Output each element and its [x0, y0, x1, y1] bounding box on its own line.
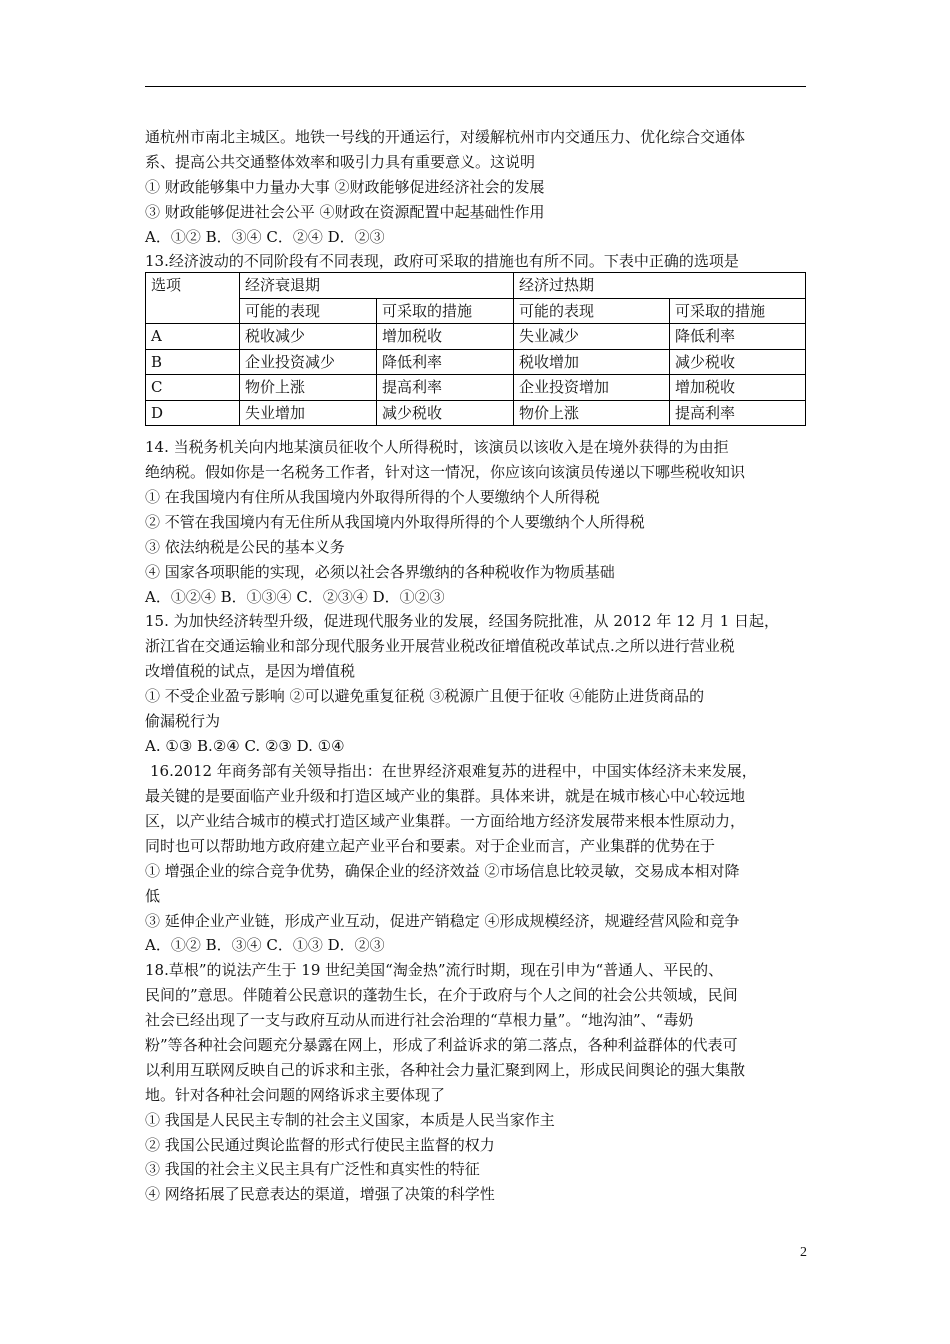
table-cell: 提高利率 — [377, 375, 514, 401]
table-row — [146, 349, 806, 375]
table-cell: 提高利率 — [670, 400, 806, 426]
q12-stem-line-2: 系、提高公共交通整体效率和吸引力具有重要意义。这说明 — [145, 153, 536, 171]
q15-stem-line-1: 15. 为加快经济转型升级，促进现代服务业的发展，经国务院批准，从 2012 年 12 月 1 日起， — [145, 612, 780, 630]
q12-stem-line-1: 通杭州市南北主城区。地铁一号线的开通运行，对缓解杭州市内交通压力、优化综合交通体 — [145, 128, 746, 146]
q14-statement-3: ③ 依法纳税是公民的基本义务 — [145, 538, 345, 556]
q13-stem: 13.经济波动的不同阶段有不同表现，政府可采取的措施也有所不同。下表中正确的选项是 — [145, 252, 739, 270]
q16-statement-1-cont: 低 — [145, 887, 161, 905]
table-cell: D — [146, 400, 240, 426]
q18-stem-line-1: 18.草根”的说法产生于 19 世纪美国“淘金热”流行时期，现在引申为“普通人、平民的、 — [145, 961, 724, 979]
table-cell: 增加税收 — [377, 324, 514, 350]
table-row — [146, 324, 806, 350]
q15-options: A. ①③ B.②④ C. ②③ D. ①④ — [145, 737, 345, 755]
q15-statement-2: 偷漏税行为 — [145, 712, 221, 730]
q14-stem-line-1: 14. 当税务机关向内地某演员征收个人所得税时，该演员以该收入是在境外获得的为由拒 — [145, 438, 729, 456]
q12-statement-2: ③ 财政能够促进社会公平 ④财政在资源配置中起基础性作用 — [145, 203, 545, 221]
header-overheat: 经济过热期 — [514, 273, 806, 299]
header-recession: 经济衰退期 — [240, 273, 514, 299]
header-rule — [145, 86, 806, 87]
table-cell: 企业投资增加 — [514, 375, 670, 401]
q16-statement-1: ① 增强企业的综合竞争优势，确保企业的经济效益 ②市场信息比较灵敏，交易成本相对降 — [145, 862, 740, 880]
page-number: 2 — [800, 1245, 807, 1260]
q18-stem-line-5: 以利用互联网反映自己的诉求和主张，各种社会力量汇聚到网上，形成民间舆论的强大集散 — [145, 1061, 746, 1079]
q15-stem-line-3: 改增值税的试点，是因为增值税 — [145, 662, 356, 680]
table-cell: B — [146, 349, 240, 375]
q15-stem-line-2: 浙江省在交通运输业和部分现代服务业开展营业税改征增值税改革试点.之所以进行营业税 — [145, 637, 735, 655]
table-cell: 税收减少 — [240, 324, 377, 350]
table-cell: 降低利率 — [377, 349, 514, 375]
table-cell: 税收增加 — [514, 349, 670, 375]
economy-table — [145, 272, 806, 426]
table-cell: C — [146, 375, 240, 401]
q16-statement-2: ③ 延伸企业产业链，形成产业互动，促进产销稳定 ④形成规模经济，规避经营风险和竞争 — [145, 912, 740, 930]
subheader-cell: 可能的表现 — [514, 298, 670, 324]
table-cell: 失业减少 — [514, 324, 670, 350]
q14-stem-line-2: 绝纳税。假如你是一名税务工作者，针对这一情况，你应该向该演员传递以下哪些税收知识 — [145, 463, 746, 481]
table-cell: 减少税收 — [377, 400, 514, 426]
q18-stem-line-4: 粉”等各种社会问题充分暴露在网上，形成了利益诉求的第二落点，各种利益群体的代表可 — [145, 1036, 738, 1054]
q14-statement-2: ② 不管在我国境内有无住所从我国境内外取得所得的个人要缴纳个人所得税 — [145, 513, 645, 531]
table-cell: 失业增加 — [240, 400, 377, 426]
table-cell: A — [146, 324, 240, 350]
q18-statement-4: ④ 网络拓展了民意表达的渠道，增强了决策的科学性 — [145, 1185, 495, 1203]
q12-statement-1: ① 财政能够集中力量办大事 ②财政能够促进经济社会的发展 — [145, 178, 545, 196]
q18-statement-3: ③ 我国的社会主义民主具有广泛性和真实性的特征 — [145, 1160, 480, 1178]
table-cell: 增加税收 — [670, 375, 806, 401]
table-cell: 物价上涨 — [240, 375, 377, 401]
table-row — [146, 400, 806, 426]
q18-stem-line-3: 社会已经出现了一支与政府互动从而进行社会治理的“草根力量”。“地沟油”、“毒奶 — [145, 1011, 694, 1029]
q16-stem-line-2: 最关键的是要面临产业升级和打造区域产业的集群。具体来讲，就是在城市核心中心较远地 — [145, 787, 746, 805]
q16-stem-line-1: 16.2012 年商务部有关领导指出：在世界经济艰难复苏的进程中，中国实体经济未来发展， — [150, 762, 757, 780]
q16-options: A．①② B．③④ C．①③ D．②③ — [145, 936, 385, 954]
q14-options: A．①②④ B．①③④ C．②③④ D．①②③ — [145, 588, 445, 606]
table-header-row — [146, 273, 806, 299]
q18-statement-2: ② 我国公民通过舆论监督的形式行使民主监督的权力 — [145, 1136, 495, 1154]
table-cell: 物价上涨 — [514, 400, 670, 426]
q14-statement-1: ① 在我国境内有住所从我国境内外取得所得的个人要缴纳个人所得税 — [145, 488, 600, 506]
table-cell: 企业投资减少 — [240, 349, 377, 375]
q16-stem-line-4: 同时也可以帮助地方政府建立起产业平台和要素。对于企业而言，产业集群的优势在于 — [145, 837, 716, 855]
q12-options: A．①② B．③④ C．②④ D．②③ — [145, 228, 385, 246]
q18-stem-line-2: 民间的”意思。伴随着公民意识的蓬勃生长，在介于政府与个人之间的社会公共领域，民间 — [145, 986, 738, 1004]
subheader-cell: 可采取的措施 — [670, 298, 806, 324]
table-row — [146, 375, 806, 401]
table-cell: 减少税收 — [670, 349, 806, 375]
q15-statement-1: ① 不受企业盈亏影响 ②可以避免重复征税 ③税源广且便于征收 ④能防止进货商品的 — [145, 687, 705, 705]
q18-stem-line-6: 地。针对各种社会问题的网络诉求主要体现了 — [145, 1086, 446, 1104]
subheader-cell: 可采取的措施 — [377, 298, 514, 324]
table-subheader-row — [146, 298, 806, 324]
q18-statement-1: ① 我国是人民民主专制的社会主义国家，本质是人民当家作主 — [145, 1111, 555, 1129]
subheader-cell: 可能的表现 — [240, 298, 377, 324]
q16-stem-line-3: 区，以产业结合城市的模式打造区域产业集群。一方面给地方经济发展带来根本性原动力， — [145, 812, 746, 830]
q14-statement-4: ④ 国家各项职能的实现，必须以社会各界缴纳的各种税收作为物质基础 — [145, 563, 615, 581]
table-cell: 降低利率 — [670, 324, 806, 350]
header-option: 选项 — [146, 273, 240, 324]
